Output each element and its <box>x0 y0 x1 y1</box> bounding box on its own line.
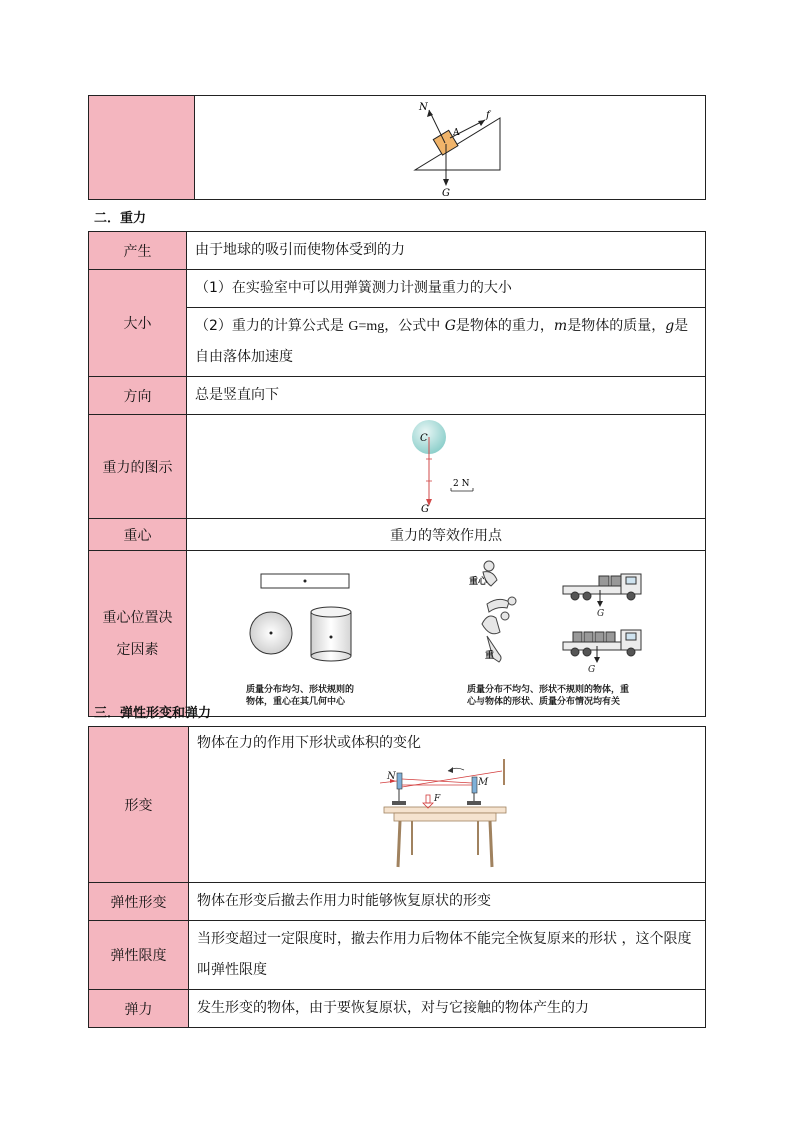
deformation-label: 形变 <box>89 727 189 883</box>
center-text: 重力的等效作用点 <box>187 519 706 551</box>
athlete-figures <box>482 561 516 662</box>
truck-top-g: G <box>597 608 605 619</box>
truck-top <box>563 574 641 607</box>
label-f: F <box>434 794 441 804</box>
gravity-table <box>88 231 706 717</box>
elastic-label: 弹性形变 <box>89 883 189 921</box>
label-m: M <box>478 777 489 788</box>
limit-text: 当形变超过一定限度时，撤去作用力后物体不能完全恢复原来的形状 ，这个限度叫弹性限度 <box>189 921 706 990</box>
incline-force-diagram <box>395 98 505 198</box>
incline-figure-cell <box>195 96 706 200</box>
label-n: N <box>419 101 428 113</box>
formula-mid: ，公式中 <box>384 318 441 334</box>
section2-heading: 二．重力 <box>94 211 147 226</box>
factors-figure-cell <box>187 551 706 717</box>
formula: G=mg <box>348 319 385 334</box>
label-g: G <box>421 503 429 515</box>
label-c: C <box>420 432 428 444</box>
deformation-text: 物体在力的作用下形状或体积的变化 <box>197 735 421 751</box>
formula-m-desc: 是物体的质量， <box>567 318 666 334</box>
formula-accel-desc: 是自由落体加速度 <box>195 318 689 365</box>
label-g: G <box>442 187 450 198</box>
tag-center-1: 重心 <box>469 576 488 587</box>
magnitude-line2 <box>187 308 706 377</box>
top-table <box>88 95 706 200</box>
magnitude-line1: （1）在实验室中可以用弹簧测力计测量重力的大小 <box>187 270 706 308</box>
force-label: 弹力 <box>89 990 189 1028</box>
limit-label: 弹性限度 <box>89 921 189 990</box>
irregular-shapes <box>466 561 641 707</box>
mirror-n <box>397 773 402 789</box>
force-text: 发生形变的物体，由于要恢复原状，对与它接触的物体产生的力 <box>189 990 706 1028</box>
center-of-gravity-figures <box>187 554 703 714</box>
elasticity-table <box>88 726 706 1028</box>
label-a: A <box>453 127 460 138</box>
caption-left-1: 质量分布均匀、形状规则的 <box>246 684 355 695</box>
center-label: 重心 <box>89 519 187 551</box>
top-label-cell <box>89 96 195 200</box>
label-f: f <box>486 109 490 121</box>
var-g-lower: g <box>665 318 675 334</box>
deformation-cell <box>189 727 706 883</box>
direction-label: 方向 <box>89 377 187 415</box>
cylinder-shape <box>311 607 351 661</box>
section3-heading: 三．弹性形变和弹力 <box>94 706 212 721</box>
direction-text: 总是竖直向下 <box>187 377 706 415</box>
label-n: N <box>387 771 396 782</box>
diagram-label: 重力的图示 <box>89 415 187 519</box>
factors-label: 重心位置决定因素 <box>89 551 187 717</box>
truck-bottom <box>563 630 641 663</box>
formula-g-desc: 是物体的重力， <box>455 318 554 334</box>
table-top <box>384 807 506 813</box>
mirror-m <box>472 777 477 793</box>
regular-shapes <box>246 574 354 707</box>
formula-intro: （2）重力的计算公式是 <box>195 318 344 334</box>
origin-label: 产生 <box>89 232 187 270</box>
tag-center-2: 重 <box>485 650 495 661</box>
mirror-table-experiment <box>372 755 522 873</box>
scale-label: 2 N <box>453 478 470 489</box>
elastic-text: 物体在形变后撤去作用力时能够恢复原状的形变 <box>189 883 706 921</box>
caption-right-2: 心与物体的形状、质量分布情况均有关 <box>467 696 621 707</box>
var-m: m <box>553 318 568 334</box>
gravity-vector-diagram <box>391 417 501 517</box>
origin-text: 由于地球的吸引而使物体受到的力 <box>187 232 706 270</box>
truck-bottom-g: G <box>588 664 596 675</box>
caption-left-2: 物体，重心在其几何中心 <box>246 696 346 707</box>
gravity-diagram-cell <box>187 415 706 519</box>
magnitude-label: 大小 <box>89 270 187 377</box>
caption-right-1: 质量分布不均匀、形状不规则的物体，重 <box>467 684 630 695</box>
var-g-upper: G <box>444 318 456 334</box>
